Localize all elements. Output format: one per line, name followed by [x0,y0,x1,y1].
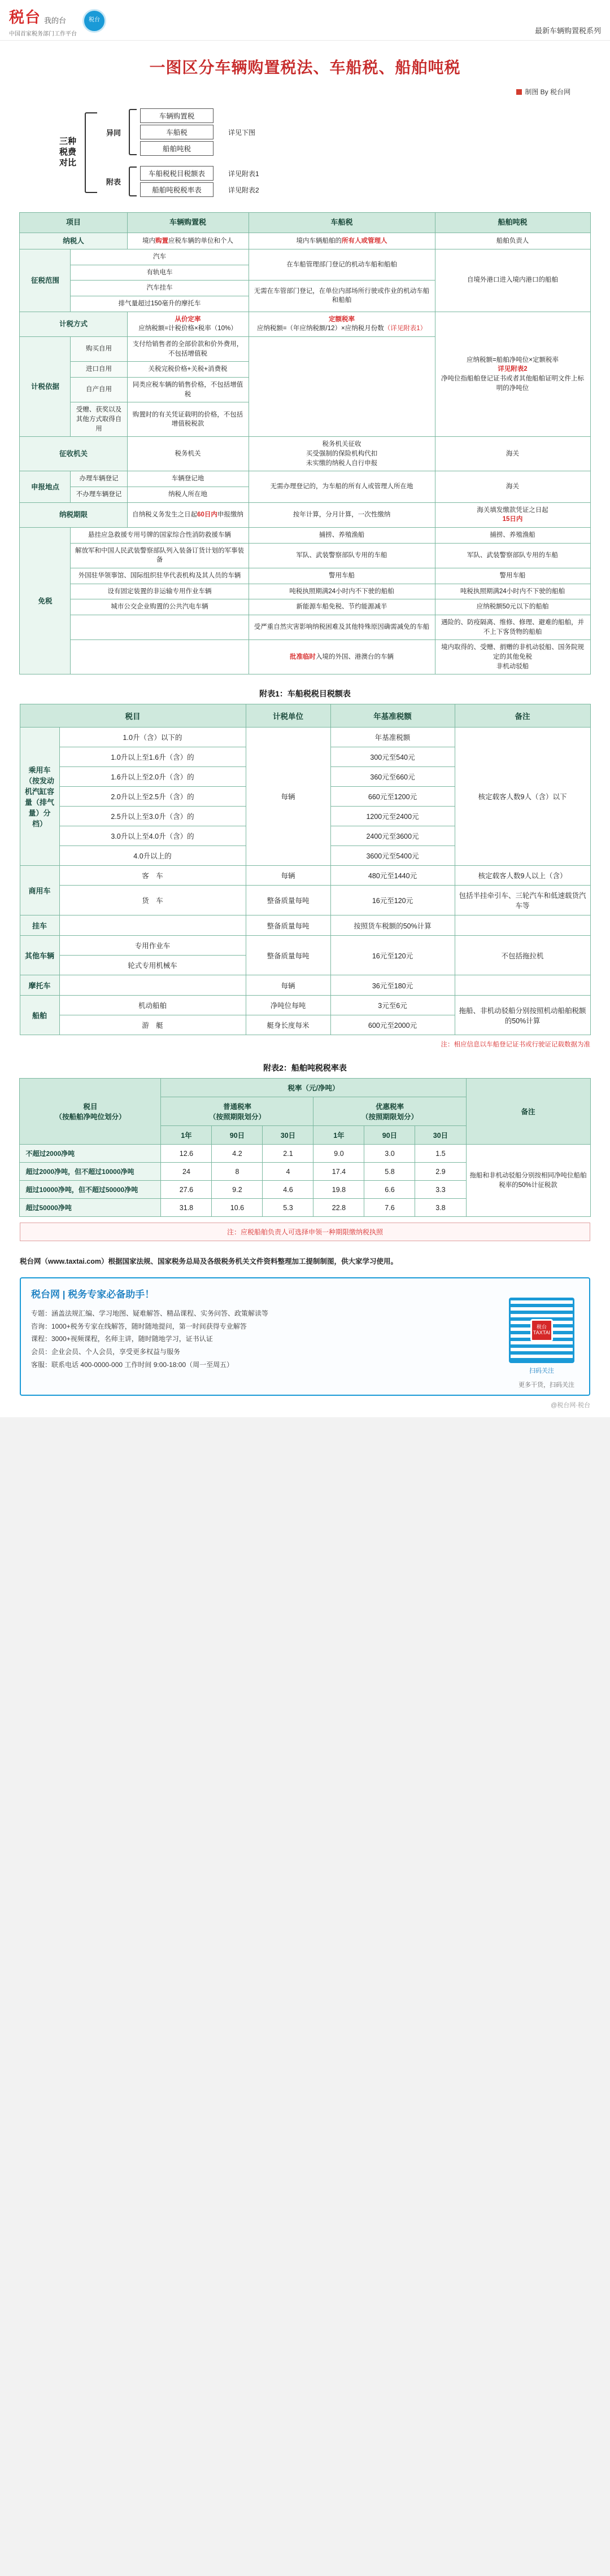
a1-unit-trailer: 整备质量每吨 [246,915,330,936]
a1-item-wheeled: 轮式专用机械车 [59,956,246,975]
a2-v-2-0: 27.6 [161,1181,212,1199]
diagram-sub-brace [129,109,137,155]
a1-memo-trailer [455,915,590,936]
promo-line-1: 咨询：1000+税务专家在线解答，随时随地提问，第一时间获得专业解答 [31,1322,247,1330]
cell-place-item-registered: 办理车辆登记 [71,471,127,487]
table-row [20,1145,590,1163]
diagram-group-difference [102,107,576,157]
a2-item-3: 超过50000净吨 [20,1199,161,1217]
th-a2-p1: 90日 [212,1126,263,1145]
a1-cat-passenger: 乘用车（按发动机汽缸容量（排气量）分档） [20,728,59,866]
row-label-exemption: 免税 [20,528,71,674]
th-a1-memo: 备注 [455,704,590,728]
cell-place-desc-unregistered: 纳税人所在地 [127,487,249,503]
qr-center-logo: 税台 TAXTAI [530,1319,553,1342]
a2-v-0-1: 4.2 [212,1145,263,1163]
a2-v-0-2: 2.1 [263,1145,313,1163]
cell-exempt-c-5: 遇险的、防疫隔离、维修、修理、避难的船舶，并不上下客货物的船舶 [435,615,590,640]
a1-unit-truck: 整备质量每吨 [246,886,330,915]
a2-v-2-2: 4.6 [263,1181,313,1199]
a1-amount-trailer: 按照货车税额的50%计算 [330,915,455,936]
credit-line [0,81,610,97]
chip-tonnage-tax: 船舶吨税 [140,141,213,156]
a1-item-bus: 客 车 [59,866,246,886]
promo-line-3: 会员：企业会员、个人会员，享受更多权益与服务 [31,1348,181,1356]
promo-line-0: 专题：涵盖法规汇编、学习地图、疑难解答、精品课程、实务问答、政策解读等 [31,1309,269,1317]
table-row [20,543,590,568]
promo-line-2: 课程：3000+视频课程，名师主讲，随时随地学习，证书认证 [31,1335,213,1343]
diagram-group-label: 异同 [106,128,121,137]
cell-exempt-a-0: 悬挂应急救援专用号牌的国家综合性消防救援车辆 [71,528,249,544]
cell-exempt-c-1: 军队、武装警察部队专用的车船 [435,543,590,568]
a1-item-motorcycle [59,975,246,996]
series-label: 最新车辆购置税系列 [534,27,601,35]
row-label-place: 申报地点 [20,471,71,502]
table-header-row [20,213,590,233]
a1-item-3: 2.0升以上至2.5升（含）的 [59,787,246,807]
logo-main-text: 税台 [9,8,41,26]
cell-basis-desc-buy: 支付给销售者的全部价款和价外费用，不包括增值税 [127,337,249,362]
row-label-authority: 征收机关 [20,437,127,471]
table-row [20,915,590,936]
cell-exempt-b-0: 捕捞、养殖渔船 [249,528,435,544]
a1-amount-4: 1200元至2400元 [330,807,455,826]
cell-exempt-c-0: 捕捞、养殖渔船 [435,528,590,544]
cell-method-tonnage: 应纳税额=船舶净吨位×定额税率 详见附表2 净吨位指船舶登记证书或者其他船舶证明文件上标明的净吨位 [435,312,590,437]
a1-memo-truck: 包括半挂牵引车、三轮汽车和低速载货汽车等 [455,886,590,915]
cell-basis-item-buy: 购买自用 [71,337,127,362]
a1-cat-other: 其他车辆 [20,936,59,975]
row-label-taxpayer: 纳税人 [20,233,127,249]
cell-basis-item-other: 受赠、获奖以及其他方式取得自用 [71,402,127,437]
cell-basis-item-self: 自产自用 [71,378,127,402]
th-vessel-tax: 车船税 [249,213,435,233]
attach1-title: 附表1：车船税税目税额表 [259,689,351,699]
th-item: 项目 [20,213,127,233]
chip-note-attach1: 详见附表1 [228,169,259,178]
th-purchase-tax: 车辆购置税 [127,213,249,233]
cell-scope-trailer: 汽车挂车 [71,281,249,296]
cell-exempt-a-5 [71,615,249,640]
cell-basis-desc-self: 同类应税车辆的销售价格，不包括增值税 [127,378,249,402]
th-a2-memo: 备注 [466,1079,590,1145]
a2-v-2-1: 9.2 [212,1181,263,1199]
table-row [20,528,590,544]
diagram-group-attachments [102,164,576,199]
a1-unit-passenger: 每辆 [246,728,330,866]
cell-scope-tram: 有轨电车 [71,265,249,281]
a2-v-1-2: 4 [263,1163,313,1181]
cell-exempt-a-2: 外国驻华领事馆、国际组织驻华代表机构及其人员的车辆 [71,568,249,584]
a2-item-1: 超过2000净吨，但不超过10000净吨 [20,1163,161,1181]
a1-memo-ship: 拖船、非机动驳船分别按照机动船舶税额的50%计算 [455,996,590,1035]
a1-item-1: 1.0升以上至1.6升（含）的 [59,747,246,767]
footer-note-text: 税台网（www.taxtai.com）根据国家法规、国家税务总局及各级税务机关文件资料整理加工提制制图，供大家学习使用。 [20,1258,398,1266]
attach1-table [20,704,591,1035]
cell-basis-item-import: 进口自用 [71,362,127,378]
cell-deadline-tonnage: 海关填发缴款凭证之日起 15日内 [435,502,590,527]
cell-exempt-c-4: 应纳税额50元以下的船舶 [435,599,590,615]
a2-v-3-2: 5.3 [263,1199,313,1217]
th-a2-p4: 90日 [364,1126,415,1145]
a2-v-2-5: 3.3 [415,1181,466,1199]
th-a2-normal: 普通税率 （按照期限划分） [161,1097,313,1126]
qr-code-icon[interactable] [509,1298,574,1363]
cell-place-item-unregistered: 不办理车辆登记 [71,487,127,503]
attach1-header-row [20,704,590,728]
chip-note-see-below: 详见下图 [228,128,256,137]
table-row [20,975,590,996]
a1-cat-trailer: 挂车 [20,915,59,936]
a1-cat-ship: 船舶 [20,996,59,1035]
a1-item-5: 3.0升以上至4.0升（含）的 [59,826,246,846]
cell-authority-tonnage: 海关 [435,437,590,471]
attach2-note: 注：应税船舶负责人可选择申领一种期限缴纳税执照 [20,1223,590,1241]
a1-item-trailer [59,915,246,936]
qr-block[interactable] [509,1298,574,1375]
a2-v-0-4: 3.0 [364,1145,415,1163]
cell-exempt-b-2: 警用车船 [249,568,435,584]
diagram-left-label: 三种税费对比 [59,137,76,168]
a1-amount-bus: 480元至1440元 [330,866,455,886]
table-row [20,233,590,249]
cell-scope-car: 汽车 [71,249,249,265]
th-a2-p3: 1年 [313,1126,364,1145]
table-row [20,615,590,640]
a1-memo-passenger: 核定载客人数9人（含）以下 [455,728,590,866]
a1-memo-bus: 核定载客人数9人以上（含） [455,866,590,886]
cell-authority-purchase: 税务机关 [127,437,249,471]
cell-deadline-vessel: 按年计算，分月计算，一次性缴纳 [249,502,435,527]
a2-v-2-3: 19.8 [313,1181,364,1199]
cell-exempt-b-1: 军队、武装警察部队专用的车船 [249,543,435,568]
a1-item-0: 1.0升（含）以下的 [59,728,246,747]
cell-method-purchase: 从价定率 应纳税额=计税价格×税率（10%） [127,312,249,336]
qr-caption: 扫码关注 [529,1367,554,1374]
a1-cat-motorcycle: 摩托车 [20,975,59,996]
a2-v-1-5: 2.9 [415,1163,466,1181]
a2-memo: 拖船和非机动驳船分别按相同净吨位船舶税率的50%计征税款 [466,1145,590,1217]
a1-amount-1: 300元至540元 [330,747,455,767]
table-row [20,599,590,615]
a2-v-3-0: 31.8 [161,1199,212,1217]
th-a1-item: 税目 [20,704,246,728]
a2-v-1-1: 8 [212,1163,263,1181]
cell-taxpayer-vessel: 境内车辆船舶的所有人或管理人 [249,233,435,249]
footer-note [20,1256,590,1268]
table-row [20,437,590,471]
th-a2-p5: 30日 [415,1126,466,1145]
table-row [20,584,590,599]
a2-v-2-4: 6.6 [364,1181,415,1199]
cell-exempt-a-1: 解放军和中国人民武装警察部队列入装备订货计划的军事装备 [71,543,249,568]
a1-amount-6: 3600元至5400元 [330,846,455,866]
table-row [20,996,590,1015]
th-a2-rate: 税率（元/净吨） [161,1079,466,1097]
a2-item-2: 超过10000净吨，但不超过50000净吨 [20,1181,161,1199]
cell-exempt-a-3: 设有固定装置的非运输专用作业车辆 [71,584,249,599]
attach2-table [19,1078,590,1217]
promo-more-text: 更多干货，扫码关注 [518,1381,574,1388]
table-row [20,312,590,336]
a1-memo-other: 不包括拖拉机 [455,936,590,975]
table-row [20,886,590,915]
a1-item-6: 4.0升以上的 [59,846,246,866]
cell-place-desc-registered: 车辆登记地 [127,471,249,487]
title-block [0,41,610,81]
cell-deadline-purchase: 自纳税义务发生之日起60日内申报缴纳 [127,502,249,527]
attach2-header-row-1 [20,1079,590,1097]
th-tonnage-tax: 船舶吨税 [435,213,590,233]
table-row [20,936,590,956]
chip-attach1: 车船税税目税额表 [140,166,213,181]
table-row [20,502,590,527]
diagram-brace [85,112,97,193]
a1-amount-3: 660元至1200元 [330,787,455,807]
attach2-title: 附表2：船舶吨税税率表 [263,1063,347,1073]
cell-scope-motorcycle: 排气量超过150毫升的摩托车 [71,296,249,312]
credit-mark-icon [516,89,522,95]
cell-authority-vessel: 税务机关征收 买受强制的保险机构代扣 未实缴的纳税人自行申报 [249,437,435,471]
a1-unit-bus: 每辆 [246,866,330,886]
a2-v-1-3: 17.4 [313,1163,364,1181]
diagram-group-label-2: 附表 [106,178,121,186]
cell-taxpayer-tonnage: 船舶负责人 [435,233,590,249]
row-label-deadline: 纳税期限 [20,502,127,527]
chip-attach2: 船舶吨税税率表 [140,182,213,197]
promo-card [20,1277,590,1396]
table-row [20,728,590,747]
a1-amount-truck: 16元至120元 [330,886,455,915]
a2-v-1-4: 5.8 [364,1163,415,1181]
cell-basis-vessel [249,337,435,437]
a1-item-yacht: 游 艇 [59,1015,246,1035]
table-row [20,866,590,886]
a2-v-0-3: 9.0 [313,1145,364,1163]
a1-memo-motorcycle [455,975,590,996]
cell-basis-desc-import: 关税完税价格+关税+消费税 [127,362,249,378]
cell-taxpayer-purchase: 境内购置应税车辆的单位和个人 [127,233,249,249]
a1-unit-motor-ship: 净吨位每吨 [246,996,330,1015]
a1-item-special: 专用作业车 [59,936,246,956]
a1-amount-2: 360元至660元 [330,767,455,787]
a1-item-2: 1.6升以上至2.0升（含）的 [59,767,246,787]
promo-line-4: 客服：联系电话 400-0000-000 工作时间 9:00-18:00（周一至周五） [31,1360,234,1369]
row-label-method: 计税方式 [20,312,127,336]
cell-scope-tonnage: 自境外港口进入境内港口的船舶 [435,249,590,312]
table-row [20,640,590,674]
th-a2-item: 税目 （按船舶净吨位划分） [20,1079,161,1145]
table-row [20,471,590,487]
cell-place-tonnage: 海关 [435,471,590,502]
cell-exempt-b-6: 批准临时入境的外国、港澳台的车辆 [249,640,435,674]
a2-v-0-5: 1.5 [415,1145,466,1163]
promo-title: 税台网 | 税务专家必备助手！ [31,1289,155,1300]
overview-diagram [0,97,610,210]
chip-vehicle-purchase-tax: 车辆购置税 [140,108,213,123]
cell-exempt-b-4: 新能源车船免税、节约能源减半 [249,599,435,615]
a1-amount-motor-ship: 3元至6元 [330,996,455,1015]
logo-sub-text: 我的台 [44,16,67,25]
watermark: @税台网·税台 [551,1401,590,1409]
cell-exempt-a-4: 城市公交企业购置的公共汽电车辆 [71,599,249,615]
cell-place-vessel: 无需办理登记的，为车船的所有人或管理人所在地 [249,471,435,502]
row-label-scope: 征税范围 [20,249,71,312]
a1-item-motor-ship: 机动船舶 [59,996,246,1015]
th-a2-preferential: 优惠税率 （按照期限划分） [313,1097,466,1126]
logo [9,7,106,37]
a1-item-truck: 货 车 [59,886,246,915]
row-label-basis: 计税依据 [20,337,71,437]
a1-unit-motorcycle: 每辆 [246,975,330,996]
a2-v-3-4: 7.6 [364,1199,415,1217]
logo-tagline: 中国首家税务部门工作平台 [9,30,77,37]
comparison-table [19,212,590,674]
th-a2-p0: 1年 [161,1126,212,1145]
a1-cat-commercial: 商用车 [20,866,59,915]
a2-v-3-3: 22.8 [313,1199,364,1217]
a2-v-3-1: 10.6 [212,1199,263,1217]
a1-amount-head: 年基准税额 [330,728,455,747]
cell-exempt-b-5: 受严重自然灾害影响纳税困难及其他特殊原因确需减免的车船 [249,615,435,640]
page-title: 一图区分车辆购置税法、车船税、船舶吨税 [149,59,461,76]
site-header [0,0,610,41]
a2-item-0: 不超过2000净吨 [20,1145,161,1163]
promo-body [31,1307,426,1372]
attach1-footnote: 注：相应信息以车船登记证书或行驶证记载数据为准 [441,1041,590,1049]
th-a1-unit: 计税单位 [246,704,330,728]
cell-exempt-b-3: 吨税执照期满24小时内不下驶的船舶 [249,584,435,599]
cell-scope-vessel-registered: 在车船管理部门登记的机动车船和船舶 [249,249,435,280]
cell-exempt-c-2: 警用车船 [435,568,590,584]
th-a1-amount: 年基准税额 [330,704,455,728]
table-row [20,249,590,265]
a2-v-0-0: 12.6 [161,1145,212,1163]
chip-vehicle-vessel-tax: 车船税 [140,125,213,139]
a2-v-3-5: 3.8 [415,1199,466,1217]
a2-v-1-0: 24 [161,1163,212,1181]
chip-note-attach2: 详见附表2 [228,186,259,194]
a1-amount-other: 16元至120元 [330,936,455,975]
th-a2-p2: 30日 [263,1126,313,1145]
table-row [20,568,590,584]
a1-unit-other: 整备质量每吨 [246,936,330,975]
a1-amount-5: 2400元至3600元 [330,826,455,846]
cell-method-vessel: 定额税率 应纳税额=（年应纳税额/12）×应纳税月份数（详见附表1） [249,312,435,336]
cell-exempt-c-3: 吨税执照期满24小时内不下驶的船舶 [435,584,590,599]
a1-amount-motorcycle: 36元至180元 [330,975,455,996]
cell-basis-desc-other: 购置时的有关凭证载明的价格，不包括增值税税款 [127,402,249,437]
a1-item-4: 2.5升以上至3.0升（含）的 [59,807,246,826]
cell-scope-vessel-unregistered: 无需在车管部门登记，在单位内部场所行驶或作业的机动车船和船舶 [249,281,435,312]
a1-unit-yacht: 艇身长度每米 [246,1015,330,1035]
cell-exempt-a-6 [71,640,249,674]
diagram-sub-brace-2 [129,167,137,196]
a1-amount-yacht: 600元至2000元 [330,1015,455,1035]
logo-badge-icon: 税台 [82,9,106,33]
credit-text: 制图 By 税台网 [525,88,570,96]
cell-exempt-c-6: 境内取得的、受赠、捐赠的非机动驳船、国务院规定的其他免税 非机动驳船 [435,640,590,674]
